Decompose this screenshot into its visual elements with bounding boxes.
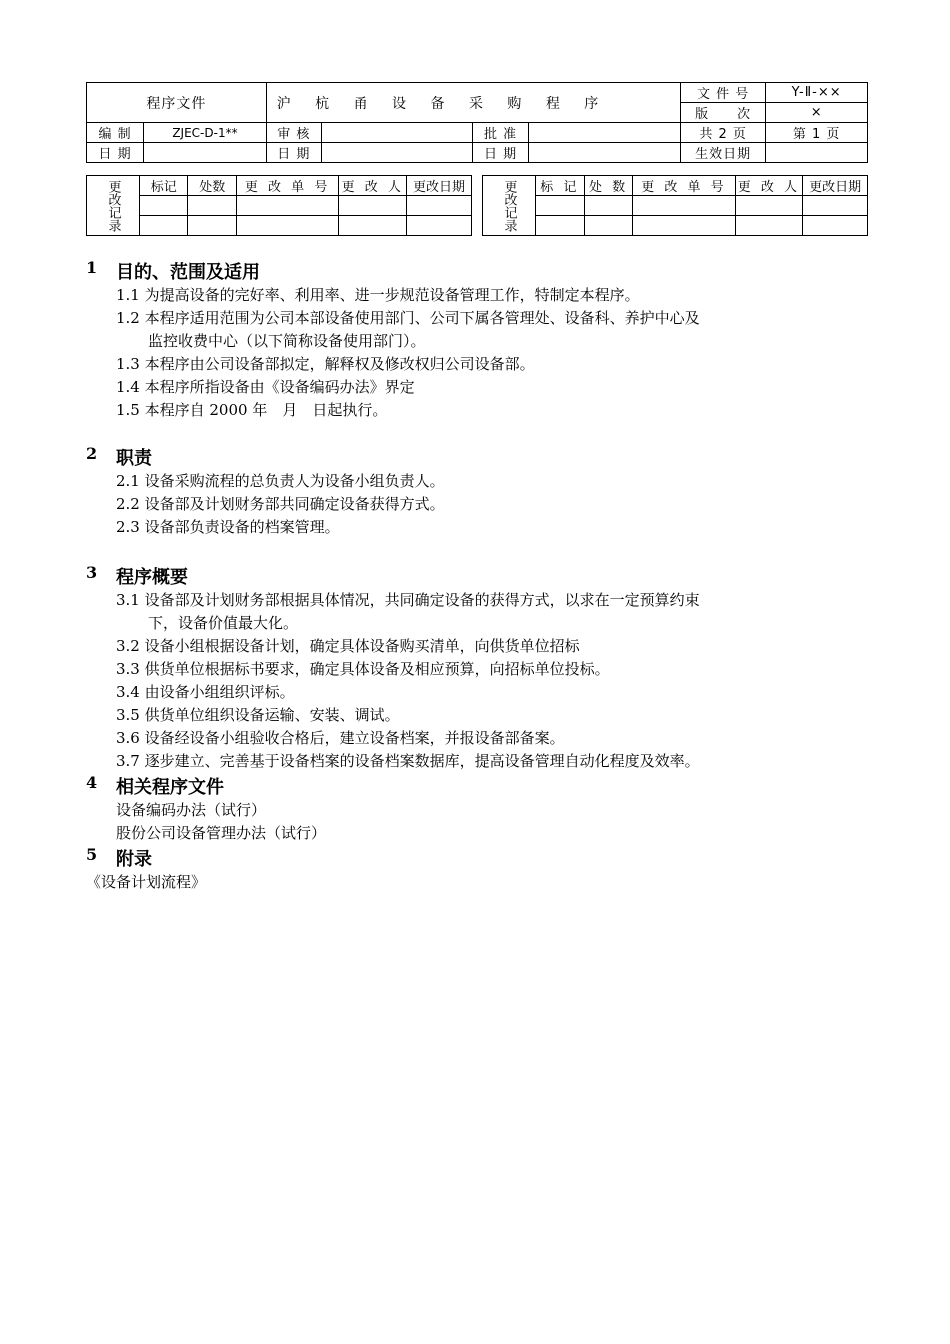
rev-col-date: 更改日期 (407, 176, 472, 196)
section-5-number: 5 (86, 845, 98, 864)
section-4-title: 相关程序文件 (116, 777, 224, 798)
section-3-heading (86, 563, 866, 589)
section-2-title: 职责 (116, 448, 152, 469)
doc-type: 程序文件 (87, 83, 267, 123)
section-2 (86, 444, 866, 539)
paragraph-1-2: 1.2 本程序适用范围为公司本部设备使用部门、公司下属各管理处、设备科、养护中心及 (116, 309, 700, 327)
paragraph-2-1: 2.1 设备采购流程的总负责人为设备小组负责人。 (116, 472, 445, 490)
review-label: 审 核 (266, 123, 321, 143)
paragraph-4-1: 设备编码办法（试行） (116, 801, 267, 819)
document-body (86, 258, 866, 894)
version-value: × (766, 103, 868, 123)
date-label-1: 日 期 (87, 143, 144, 163)
section-1-number: 1 (86, 258, 98, 277)
date-value-1 (144, 143, 266, 163)
revision-record-label-2: 更改记录 (483, 176, 536, 236)
section-4-heading (86, 773, 866, 799)
rev2-col-date: 更改日期 (803, 176, 868, 196)
file-no-label: 文 件 号 (681, 83, 766, 103)
paragraph-1-3: 1.3 本程序由公司设备部拟定，解释权及修改权归公司设备部。 (116, 355, 535, 373)
document-title: 沪 杭 甬 设 备 采 购 程 序 (266, 83, 680, 123)
compile-label: 编 制 (87, 123, 144, 143)
paragraph-3-2: 3.2 设备小组根据设备计划，确定具体设备购买清单，向供货单位招标 (116, 637, 580, 655)
effective-date-label: 生效日期 (681, 143, 766, 163)
date-label-3: 日 期 (473, 143, 528, 163)
total-pages: 共 2 页 (681, 123, 766, 143)
date-value-2 (321, 143, 472, 163)
paragraph-1-4: 1.4 本程序所指设备由《设备编码办法》界定 (116, 378, 415, 396)
section-1-title: 目的、范围及适用 (116, 262, 260, 283)
section-5-heading (86, 845, 866, 871)
paragraph-1-1: 1.1 为提高设备的完好率、利用率、进一步规范设备管理工作，特制定本程序。 (116, 286, 640, 304)
paragraph-3-4: 3.4 由设备小组组织评标。 (116, 683, 295, 701)
section-2-heading (86, 444, 866, 470)
paragraph-5-1: 《设备计划流程》 (86, 873, 207, 891)
header-table (86, 82, 868, 163)
rev2-col-mark: 标 记 (536, 176, 585, 196)
file-no-value: Y-Ⅱ-×× (766, 83, 868, 103)
effective-date-value (766, 143, 868, 163)
section-3-number: 3 (86, 563, 98, 582)
revision-table-right (482, 175, 868, 236)
rev2-col-count: 处 数 (584, 176, 633, 196)
revision-record-label: 更改记录 (87, 176, 140, 236)
approve-label: 批 准 (473, 123, 528, 143)
paragraph-3-6: 3.6 设备经设备小组验收合格后，建立设备档案，并报设备部备案。 (116, 729, 565, 747)
section-4-number: 4 (86, 773, 98, 792)
paragraph-3-3: 3.3 供货单位根据标书要求，确定具体设备及相应预算，向招标单位投标。 (116, 660, 610, 678)
paragraph-2-3: 2.3 设备部负责设备的档案管理。 (116, 518, 340, 536)
paragraph-1-5: 1.5 本程序自 2000 年 月 日起执行。 (116, 401, 388, 419)
rev-col-person: 更 改 人 (339, 176, 407, 196)
section-5 (86, 845, 866, 894)
paragraph-2-2: 2.2 设备部及计划财务部共同确定设备获得方式。 (116, 495, 445, 513)
section-5-title: 附录 (116, 849, 152, 870)
date-label-2: 日 期 (266, 143, 321, 163)
section-3 (86, 563, 866, 773)
section-1 (86, 258, 866, 422)
section-2-number: 2 (86, 444, 98, 463)
rev-col-count: 处数 (188, 176, 236, 196)
revision-table-left (86, 175, 472, 236)
paragraph-3-1: 3.1 设备部及计划财务部根据具体情况，共同确定设备的获得方式，以求在一定预算约束 (116, 591, 700, 609)
rev2-col-person: 更 改 人 (735, 176, 803, 196)
date-value-3 (528, 143, 680, 163)
review-value (321, 123, 472, 143)
approve-value (528, 123, 680, 143)
rev-col-order-no: 更 改 单 号 (236, 176, 338, 196)
section-3-title: 程序概要 (116, 567, 188, 588)
compile-value: ZJEC-D-1** (144, 123, 266, 143)
section-1-heading (86, 258, 866, 284)
rev2-col-order-no: 更 改 单 号 (633, 176, 735, 196)
paragraph-3-1-cont: 下，设备价值最大化。 (148, 614, 299, 632)
page-number: 第 1 页 (766, 123, 868, 143)
paragraph-1-2-cont: 监控收费中心（以下简称设备使用部门）。 (148, 332, 426, 350)
paragraph-4-2: 股份公司设备管理办法（试行） (116, 824, 327, 842)
version-label: 版 次 (681, 103, 766, 123)
section-4 (86, 773, 866, 845)
paragraph-3-5: 3.5 供货单位组织设备运输、安装、调试。 (116, 706, 400, 724)
paragraph-3-7: 3.7 逐步建立、完善基于设备档案的设备档案数据库，提高设备管理自动化程度及效率。 (116, 752, 700, 770)
rev-col-mark: 标记 (140, 176, 188, 196)
